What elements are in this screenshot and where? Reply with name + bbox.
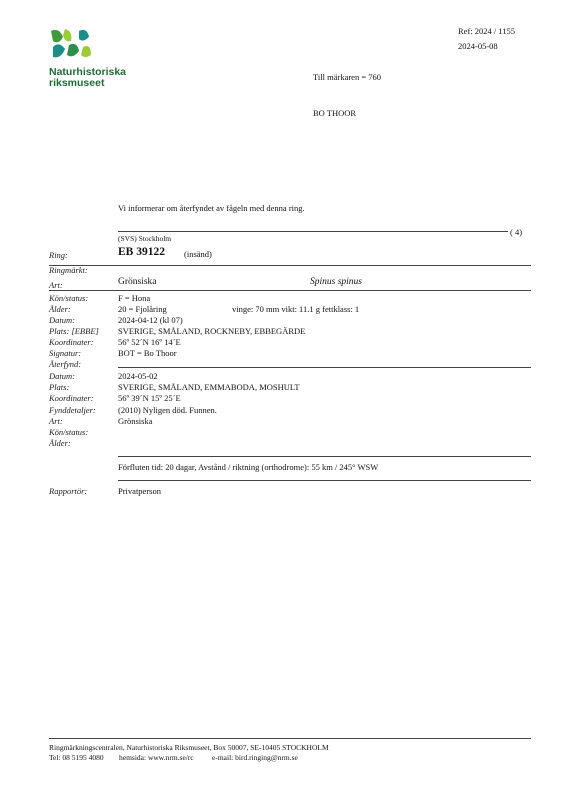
divider — [118, 231, 508, 232]
ringing-place: SVERIGE, SMÅLAND, ROCKNEBY, EBBEGÄRDE — [118, 326, 306, 336]
recovery-place: SVERIGE, SMÅLAND, EMMABODA, MOSHULT — [118, 382, 300, 392]
details-label: Fynddetaljer: — [49, 405, 96, 415]
recovery-age-label: Ålder: — [49, 438, 71, 448]
divider — [118, 480, 531, 481]
recovery-date: 2024-05-02 — [118, 371, 158, 381]
divider — [118, 456, 531, 457]
recovery-sex-label: Kön/status: — [49, 427, 89, 437]
recovery-species: Grönsiska — [118, 416, 153, 426]
recovery-date-label: Datum: — [49, 371, 75, 381]
divider — [118, 367, 531, 368]
biometrics: vinge: 70 mm vikt: 11.1 g fettklass: 1 — [232, 304, 360, 314]
age-label: Ålder: — [49, 304, 71, 314]
ringed-label: Ringmärkt: — [49, 265, 88, 275]
age-value: 20 = Fjolåring — [118, 304, 167, 314]
recipient-name: BO THOOR — [313, 108, 357, 118]
elapsed-distance-summary: Förfluten tid: 20 dagar, Avstånd / riktning (orthodrome): 55 km / 245° WSW — [118, 462, 379, 472]
ringing-place-label: Plats: [EBBE] — [49, 326, 99, 336]
signature-label: Signatur: — [49, 348, 82, 358]
ringing-coords-label: Koordinater: — [49, 337, 94, 347]
divider — [49, 265, 531, 266]
divider — [49, 290, 531, 291]
ring-status: (insänd) — [184, 249, 212, 259]
letter-date: 2024-05-08 — [458, 41, 498, 51]
footer-email: e-mail: bird.ringing@nrm.se — [212, 753, 298, 762]
footer-website: hemsida: www.nrm.se/rc — [119, 753, 194, 762]
ring-number: EB 39122 — [118, 246, 165, 258]
footer-divider — [49, 738, 531, 739]
signature-value: BOT = Bo Thoor — [118, 348, 177, 358]
logo-text-line1: Naturhistoriska — [49, 66, 127, 78]
species-name: Grönsiska — [118, 277, 157, 287]
intro-text: Vi informerar om återfyndet av fågeln med denna ring. — [118, 203, 305, 213]
sex-value: F = Hona — [118, 293, 151, 303]
recovery-label: Återfynd: — [49, 359, 82, 369]
reference-number: Ref: 2024 / 1155 — [458, 26, 516, 36]
footer-address: Ringmärkningscentralen, Naturhistoriska Riksmuseet, Box 50007, SE-10405 STOCKHOLM — [49, 743, 329, 752]
ringing-coords: 56º 52´N 16º 14´E — [118, 337, 181, 347]
sex-label: Kön/status: — [49, 293, 89, 303]
ring-label: Ring: — [49, 250, 68, 260]
recipient-label: Till märkaren = 760 — [313, 72, 381, 82]
logo-text-line2: riksmuseet — [49, 77, 105, 89]
museum-logo-icon — [49, 27, 109, 65]
recovery-place-label: Plats: — [49, 382, 70, 392]
ringing-date: 2024-04-12 (kl 07) — [118, 315, 183, 325]
page-marker: ( 4) — [510, 227, 523, 237]
species-latin: Spinus spinus — [310, 277, 362, 287]
ringing-date-label: Datum: — [49, 315, 75, 325]
reporter-label: Rapportör: — [49, 486, 88, 496]
species-label: Art: — [49, 280, 63, 290]
scheme-name: (SVS) Stockholm — [118, 234, 172, 243]
reporter-value: Privatperson — [118, 486, 161, 496]
recovery-coords-label: Koordinater: — [49, 393, 94, 403]
details-value: (2010) Nyligen död. Funnen. — [118, 405, 217, 415]
recovery-species-label: Art: — [49, 416, 63, 426]
footer-phone: Tel: 08 5195 4080 — [49, 753, 104, 762]
recovery-coords: 56º 39´N 15º 25´E — [118, 393, 181, 403]
